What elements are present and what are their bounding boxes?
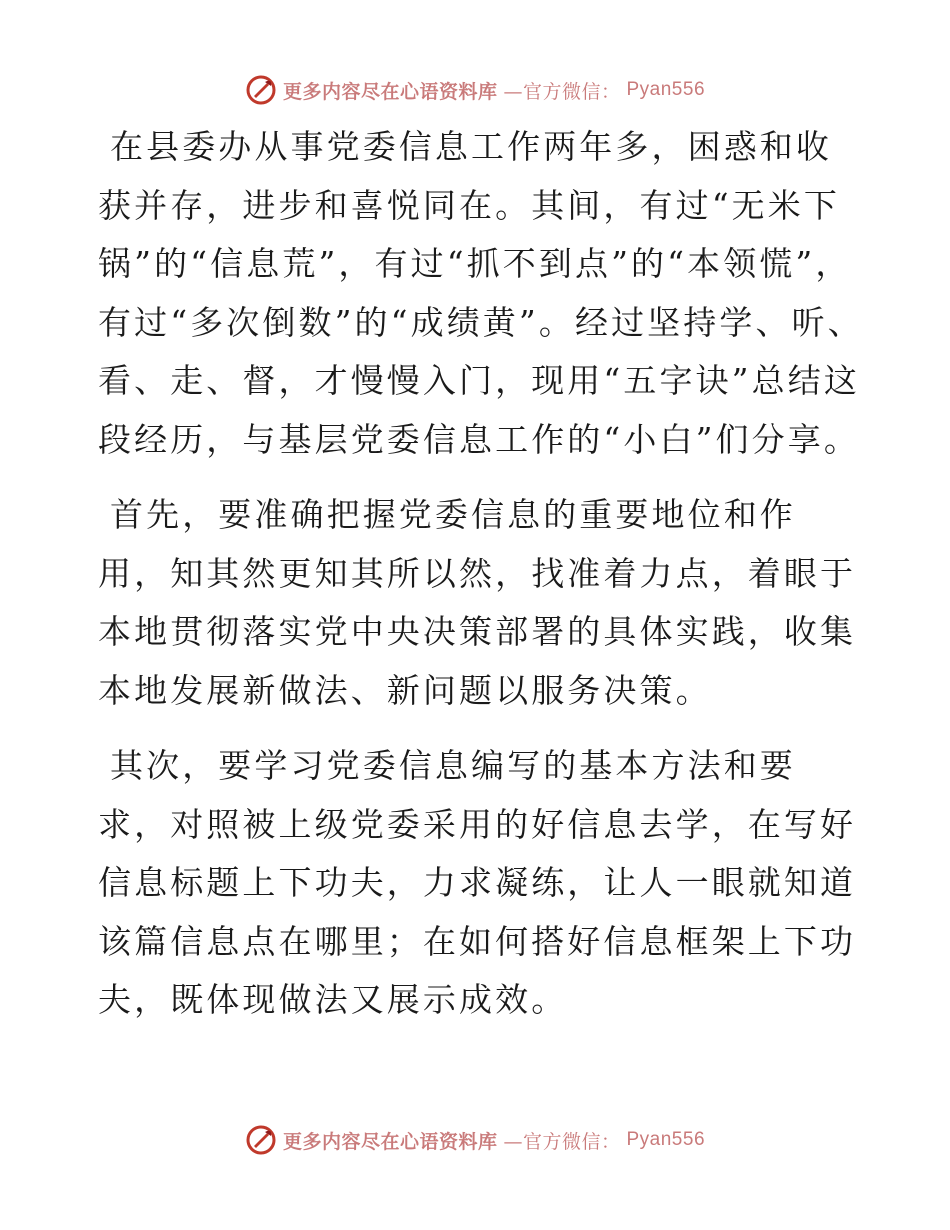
quill-logo-icon bbox=[245, 74, 277, 106]
footer-watermark-banner bbox=[0, 1120, 950, 1160]
paragraph-second-point: 其次，要学习党委信息编写的基本方法和要求，对照被上级党委采用的好信息去学，在写好信息标题上下功夫，力求凝练，让人一眼就知道该篇信息点在哪里；在如何搭好信息框架上下功夫，既体现做法又展示成效。 bbox=[98, 746, 857, 1019]
document-body bbox=[98, 118, 868, 1047]
banner-main-text: 更多内容尽在心语资料库 bbox=[282, 80, 498, 103]
banner-wechat-id: Pyan556 bbox=[626, 79, 706, 100]
paragraph-intro: 在县委办从事党委信息工作两年多，困惑和收获并存，进步和喜悦同在。其间，有过“无米下锅”的“信息荒”，有过“抓不到点”的“本领慌”，有过“多次倒数”的“成绩黄”。经过坚持学、听、看、走、督，才慢慢入门，现用“五字诀”总结这段经历，与基层党委信息工作的“小白”们分享。 bbox=[98, 127, 864, 459]
paragraph-first-point: 首先，要准确把握党委信息的重要地位和作用，知其然更知其所以然，找准着力点，着眼于本地贯彻落实党中央决策部署的具体实践，收集本地发展新做法、新问题以服务决策。 bbox=[98, 495, 857, 710]
banner-wechat-id: Pyan556 bbox=[626, 1129, 706, 1150]
quill-logo-icon bbox=[245, 1124, 277, 1156]
banner-main-text: 更多内容尽在心语资料库 bbox=[282, 1130, 498, 1153]
header-watermark-banner bbox=[0, 70, 950, 110]
banner-official-wechat-label: —官方微信： bbox=[503, 80, 621, 103]
banner-official-wechat-label: —官方微信： bbox=[503, 1130, 621, 1153]
